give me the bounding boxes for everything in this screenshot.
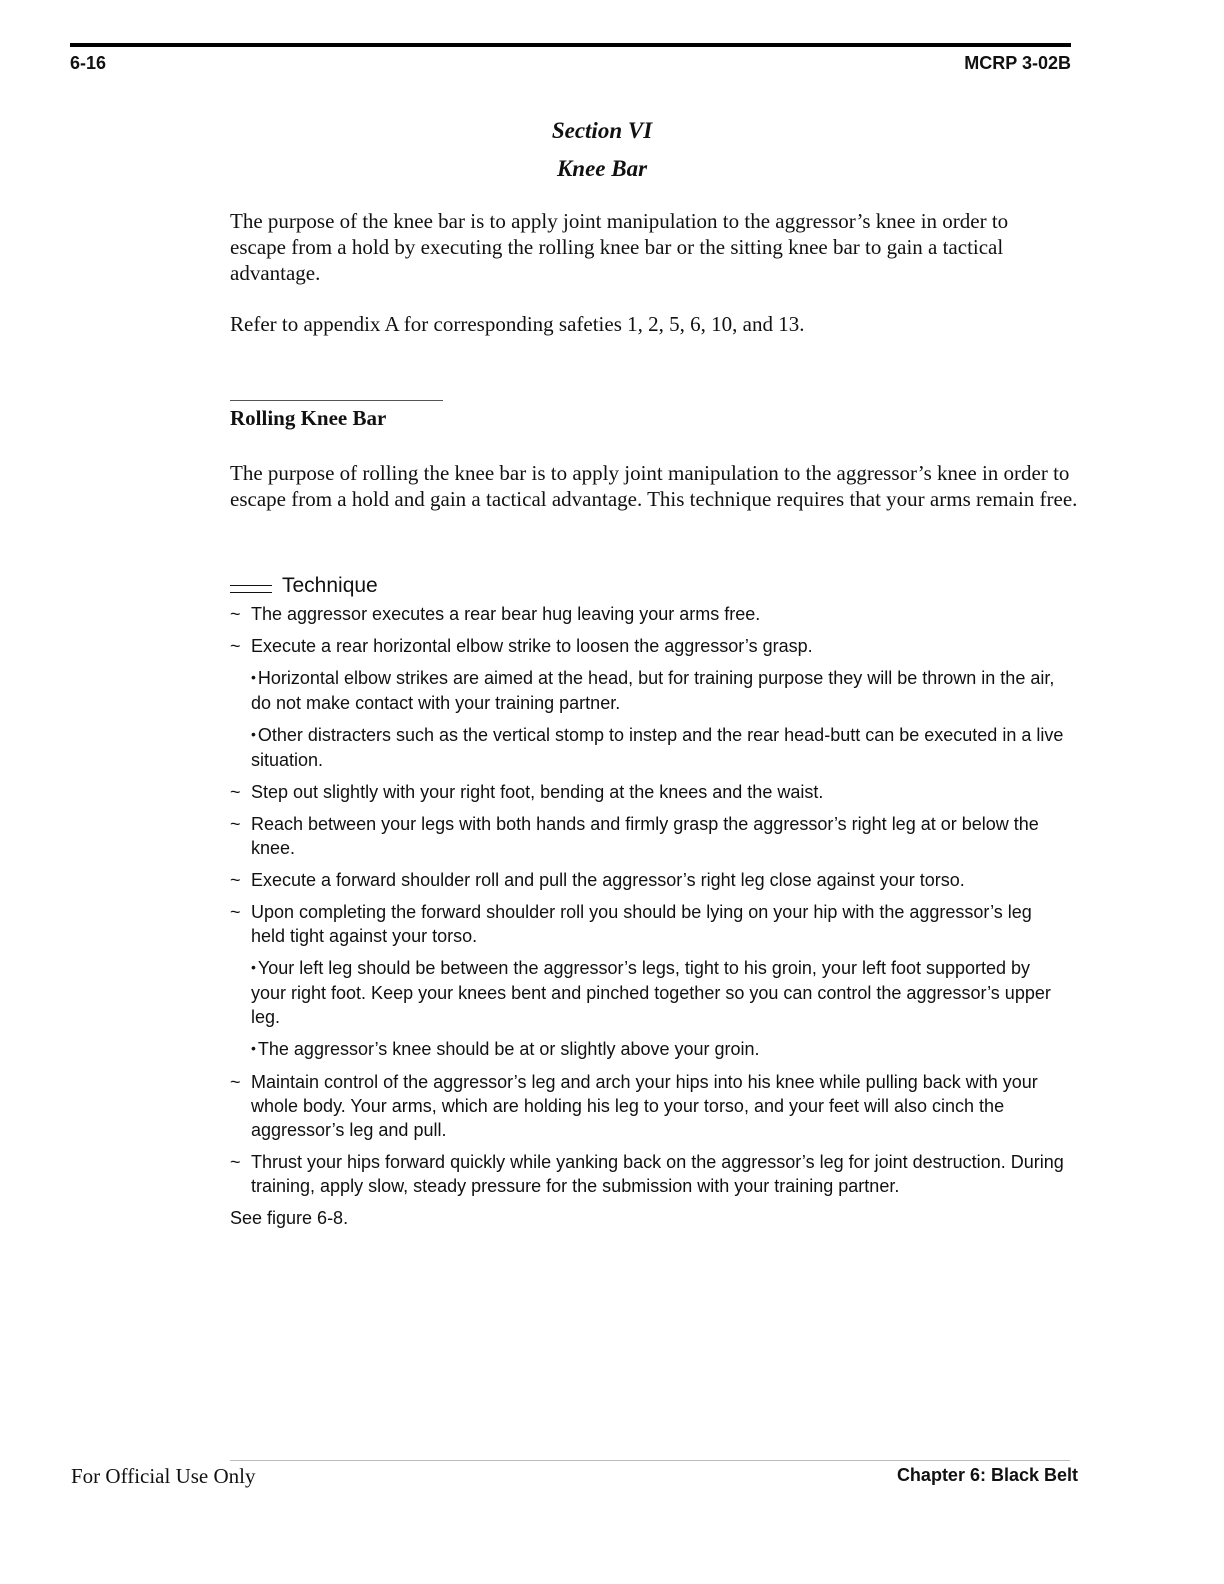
step-marker: ~ — [230, 604, 241, 624]
bullet-icon: • — [251, 726, 256, 742]
section-title: Knee Bar — [556, 156, 648, 181]
step-text: Execute a forward shoulder roll and pull the aggressor’s right leg close against your torso. — [251, 870, 965, 890]
technique-step — [230, 634, 1070, 658]
step-marker: ~ — [230, 636, 241, 656]
step-marker: ~ — [230, 1072, 241, 1092]
step-text: Maintain control of the aggressor’s leg and arch your hips into his knee while pulling back with your whole body. Your arms, which are holding his leg to your torso, and your feet will also cinch the aggressor’s leg and pull. — [251, 1072, 1038, 1140]
technique-note — [251, 1037, 1070, 1062]
subsection-rule — [230, 400, 443, 401]
note-text: Your left leg should be between the aggressor’s legs, tight to his groin, your left foot supported by your right foot. Keep your knees bent and pinched together so you can control the aggressor’s upper leg. — [251, 958, 1051, 1027]
page-number: 6-16 — [70, 53, 107, 73]
technique-step — [230, 900, 1070, 948]
step-text: Upon completing the forward shoulder roll you should be lying on your hip with the aggressor’s leg held tight against your torso. — [251, 902, 1032, 946]
technique-step — [230, 868, 1070, 892]
step-text: The aggressor executes a rear bear hug leaving your arms free. — [251, 604, 761, 624]
note-text: Horizontal elbow strikes are aimed at the head, but for training purpose they will be thrown in the air, do not make contact with your training partner. — [251, 668, 1055, 713]
technique-note — [251, 723, 1070, 772]
footer-classification: For Official Use Only — [71, 1464, 256, 1488]
header-rule — [70, 43, 1071, 47]
technique-step — [230, 780, 1070, 804]
subsection-purpose-paragraph: The purpose of rolling the knee bar is to apply joint manipulation to the aggressor’s knee in order to escape from a hold and gain a tactical advantage. This technique requires that your arms remain free. — [230, 461, 1078, 511]
bullet-icon: • — [251, 959, 256, 975]
technique-note — [251, 956, 1070, 1029]
note-text: Other distracters such as the vertical stomp to instep and the rear head-butt can be executed in a live situation. — [251, 725, 1064, 770]
step-text: Execute a rear horizontal elbow strike to loosen the aggressor’s grasp. — [251, 636, 813, 656]
step-marker: ~ — [230, 870, 241, 890]
subsection-title: Rolling Knee Bar — [230, 406, 387, 430]
technique-step — [230, 1150, 1070, 1198]
technique-heading — [230, 574, 378, 598]
safeties-paragraph: Refer to appendix A for corresponding safeties 1, 2, 5, 6, 10, and 13. — [230, 312, 805, 336]
technique-step — [230, 812, 1070, 860]
step-marker: ~ — [230, 1152, 241, 1172]
step-text: Thrust your hips forward quickly while yanking back on the aggressor’s leg for joint destruction. During training, apply slow, steady pressure for the submission with your training partner. — [251, 1152, 1064, 1196]
figure-reference: See figure 6-8. — [230, 1208, 349, 1228]
publication-code: MCRP 3-02B — [964, 53, 1071, 73]
technique-note — [251, 666, 1070, 715]
bullet-icon: • — [251, 1040, 256, 1056]
double-rule-icon — [230, 585, 272, 593]
step-text: Reach between your legs with both hands and firmly grasp the aggressor’s right leg at or below the knee. — [251, 814, 1039, 858]
step-marker: ~ — [230, 902, 241, 922]
section-label: Section VI — [551, 118, 653, 143]
footer-chapter: Chapter 6: Black Belt — [896, 1465, 1078, 1485]
bullet-icon: • — [251, 669, 256, 685]
intro-purpose-paragraph: The purpose of the knee bar is to apply joint manipulation to the aggressor’s knee in order to escape from a hold by executing the rolling knee bar or the sitting knee bar to gain a tactical advantage. — [230, 209, 1009, 285]
step-marker: ~ — [230, 782, 241, 802]
note-text: The aggressor’s knee should be at or slightly above your groin. — [257, 1039, 760, 1059]
technique-step — [230, 602, 1070, 626]
technique-steps — [230, 602, 1070, 1230]
footer-rule — [230, 1460, 1070, 1461]
step-marker: ~ — [230, 814, 241, 834]
technique-step — [230, 1070, 1070, 1142]
step-text: Step out slightly with your right foot, bending at the knees and the waist. — [251, 782, 824, 802]
technique-label: Technique — [282, 574, 378, 597]
